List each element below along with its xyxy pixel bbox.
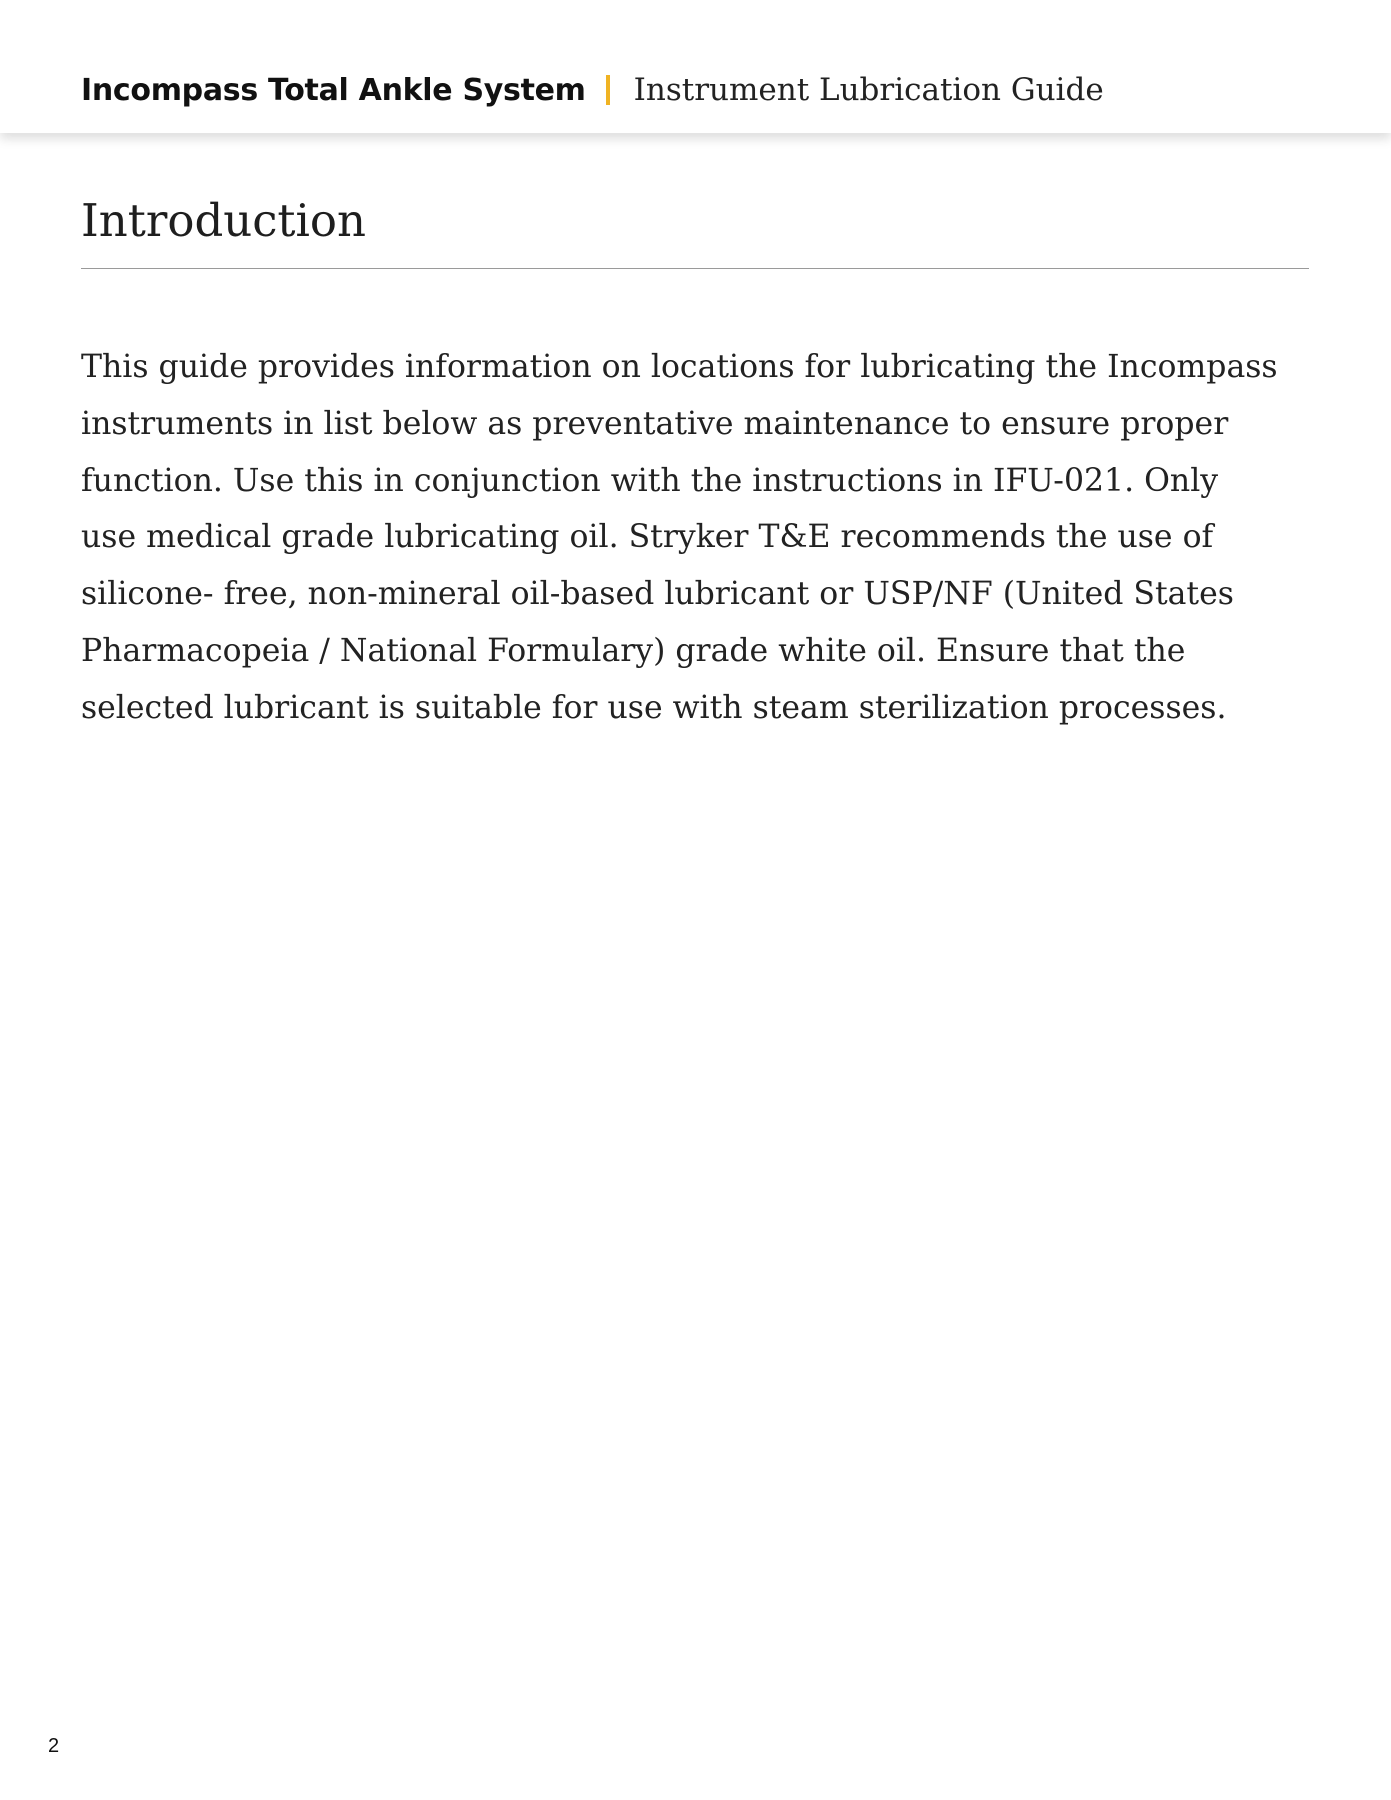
intro-line: use medical grade lubricating oil. Stryker T&E recommends the use of [81, 519, 1214, 556]
guide-title: Instrument Lubrication Guide [633, 72, 1104, 108]
intro-line: selected lubricant is suitable for use with steam sterilization processes. [81, 689, 1227, 726]
intro-line: instruments in list below as preventative maintenance to ensure proper [81, 405, 1229, 442]
intro-paragraph [81, 339, 1321, 737]
page-header [0, 0, 1391, 133]
intro-line: function. Use this in conjunction with the instructions in IFU-021. Only [81, 462, 1219, 499]
section-title: Introduction [81, 194, 366, 247]
intro-line: This guide provides information on locations for lubricating the Incompass [81, 349, 1278, 385]
header-separator [606, 75, 610, 105]
brand-name: Incompass Total Ankle System [81, 72, 586, 108]
intro-line: Pharmacopeia / National Formulary) grade white oil. Ensure that the [81, 632, 1186, 669]
intro-line: silicone- free, non-mineral oil-based lubricant or USP/NF (United States [81, 576, 1234, 613]
section-divider [81, 268, 1309, 269]
page-number: 2 [48, 1735, 60, 1757]
header-title-line [81, 66, 1104, 114]
